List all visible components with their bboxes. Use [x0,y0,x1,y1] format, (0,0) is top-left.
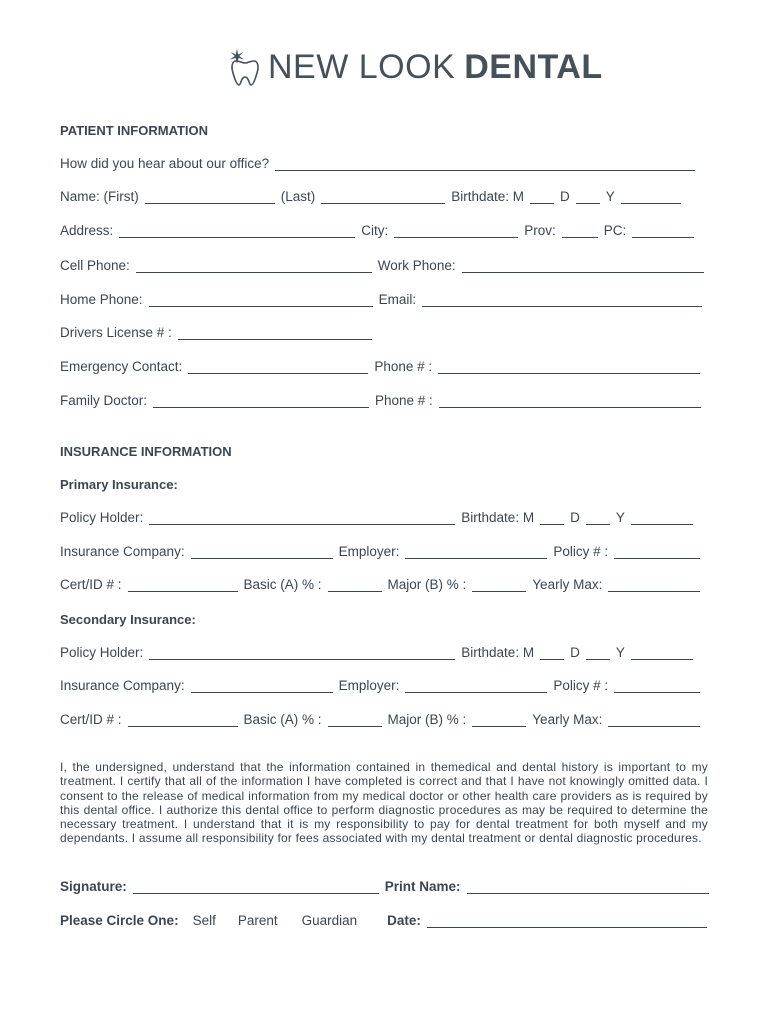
secondary-company-field[interactable] [191,679,333,693]
primary-yearly-label: Yearly Max: [532,577,603,592]
secondary-birth-day-field[interactable] [586,646,610,660]
secondary-holder-field[interactable] [149,646,455,660]
secondary-company-row [60,678,710,693]
secondary-yearly-label: Yearly Max: [532,712,603,727]
license-row [60,325,710,340]
last-name-field[interactable] [321,190,445,204]
option-guardian[interactable]: Guardian [301,913,358,928]
consent-paragraph: I, the undersigned, understand that the information contained in themedical and dental history is important to my treatment. I certify that all of the information I have completed is correct and that I have not knowingly omitted data. I consent to the release of medical information from my medical doctor or other health care providers as is required by this dental office. I authorize this dental office to perform diagnostic procedures as may be required to determine the necessary treatment. I understand that it is my responsibility to pay for dental treatment for both myself and my dependants. I assume all responsibility for fees associated with my dental treatment or dental diagnostic procedures. [60,760,708,846]
print-name-label: Print Name: [384,879,461,894]
cell-field[interactable] [136,259,372,273]
work-label: Work Phone: [377,258,456,273]
email-field[interactable] [422,293,702,307]
primary-company-field[interactable] [191,545,333,559]
doctor-phone-field[interactable] [439,394,701,408]
primary-basic-field[interactable] [328,578,382,592]
emergency-row [60,359,710,374]
primary-cert-label: Cert/ID # : [60,577,122,592]
print-name-field[interactable] [467,880,709,894]
address-field[interactable] [119,224,355,238]
signature-row [60,879,710,894]
primary-policy-label: Policy # : [553,544,609,559]
last-name-label: (Last) [280,189,316,204]
secondary-company-label: Insurance Company: [60,678,185,693]
secondary-insurance-heading: Secondary Insurance: [60,612,196,627]
cell-row [60,258,710,273]
primary-company-row [60,544,710,559]
primary-major-field[interactable] [472,578,526,592]
home-label: Home Phone: [60,292,143,307]
primary-birth-day-label: D [570,510,580,525]
logo-text-light: NEW LOOK [268,47,456,86]
circle-row [60,913,710,928]
logo-text-bold: DENTAL [464,47,603,86]
primary-policy-field[interactable] [614,545,700,559]
city-label: City: [361,223,389,238]
primary-employer-label: Employer: [338,544,400,559]
secondary-policy-label: Policy # : [553,678,609,693]
secondary-birth-year-label: Y [615,645,625,660]
primary-employer-field[interactable] [405,545,547,559]
emergency-phone-label: Phone # : [374,359,433,374]
first-name-field[interactable] [145,190,275,204]
cell-label: Cell Phone: [60,258,130,273]
secondary-major-field[interactable] [472,713,526,727]
secondary-holder-row [60,645,710,660]
work-field[interactable] [462,259,704,273]
email-label: Email: [378,292,417,307]
primary-birth-year-field[interactable] [631,511,693,525]
primary-birthdate-label: Birthdate: M [461,510,535,525]
primary-cert-row [60,577,710,592]
emergency-phone-field[interactable] [438,360,700,374]
signature-field[interactable] [133,880,379,894]
address-row [60,223,710,238]
option-self[interactable]: Self [192,913,216,928]
hear-label: How did you hear about our office? [60,156,270,171]
secondary-cert-label: Cert/ID # : [60,712,122,727]
primary-holder-label: Policy Holder: [60,510,144,525]
prov-field[interactable] [562,224,598,238]
primary-cert-field[interactable] [128,578,238,592]
secondary-employer-field[interactable] [405,679,547,693]
primary-birth-month-field[interactable] [540,511,564,525]
first-name-label: Name: (First) [60,189,139,204]
date-label: Date: [387,913,421,928]
birth-month-field[interactable] [530,190,554,204]
secondary-major-label: Major (B) % : [387,712,467,727]
prov-label: Prov: [524,223,556,238]
birth-day-field[interactable] [576,190,600,204]
primary-birth-year-label: Y [615,510,625,525]
primary-major-label: Major (B) % : [387,577,467,592]
secondary-birth-year-field[interactable] [631,646,693,660]
doctor-phone-label: Phone # : [375,393,433,408]
primary-birth-day-field[interactable] [586,511,610,525]
primary-basic-label: Basic (A) % : [243,577,322,592]
secondary-birth-day-label: D [570,645,580,660]
name-row [60,189,710,204]
secondary-cert-row [60,712,710,727]
birth-year-label: Y [605,189,615,204]
secondary-yearly-field[interactable] [608,713,700,727]
secondary-birth-month-field[interactable] [540,646,564,660]
insurance-heading: INSURANCE INFORMATION [60,444,232,459]
secondary-birthdate-label: Birthdate: M [461,645,535,660]
date-field[interactable] [427,914,707,928]
primary-insurance-heading: Primary Insurance: [60,477,178,492]
birthdate-label: Birthdate: M [451,189,525,204]
patient-heading: PATIENT INFORMATION [60,123,209,138]
tooth-star-icon [228,47,262,87]
license-field[interactable] [178,326,372,340]
pc-label: PC: [603,223,627,238]
address-label: Address: [60,223,114,238]
secondary-employer-label: Employer: [338,678,400,693]
emergency-label: Emergency Contact: [60,359,183,374]
pc-field[interactable] [632,224,694,238]
secondary-holder-label: Policy Holder: [60,645,144,660]
secondary-basic-field[interactable] [328,713,382,727]
doctor-row [60,393,710,408]
secondary-policy-field[interactable] [614,679,700,693]
home-row [60,292,710,307]
home-field[interactable] [149,293,373,307]
secondary-basic-label: Basic (A) % : [243,712,322,727]
license-label: Drivers License # : [60,325,172,340]
doctor-field[interactable] [153,394,369,408]
birth-year-field[interactable] [621,190,681,204]
secondary-cert-field[interactable] [128,713,238,727]
logo [228,46,603,88]
option-parent[interactable]: Parent [237,913,278,928]
city-field[interactable] [394,224,518,238]
hear-field[interactable] [275,157,695,171]
birth-day-label: D [560,189,570,204]
emergency-field[interactable] [188,360,368,374]
signature-label: Signature: [60,879,127,894]
circle-one-label: Please Circle One: [60,913,179,928]
doctor-label: Family Doctor: [60,393,148,408]
primary-holder-row [60,510,710,525]
hear-row [60,156,710,171]
primary-holder-field[interactable] [149,511,455,525]
primary-company-label: Insurance Company: [60,544,185,559]
primary-yearly-field[interactable] [608,578,700,592]
